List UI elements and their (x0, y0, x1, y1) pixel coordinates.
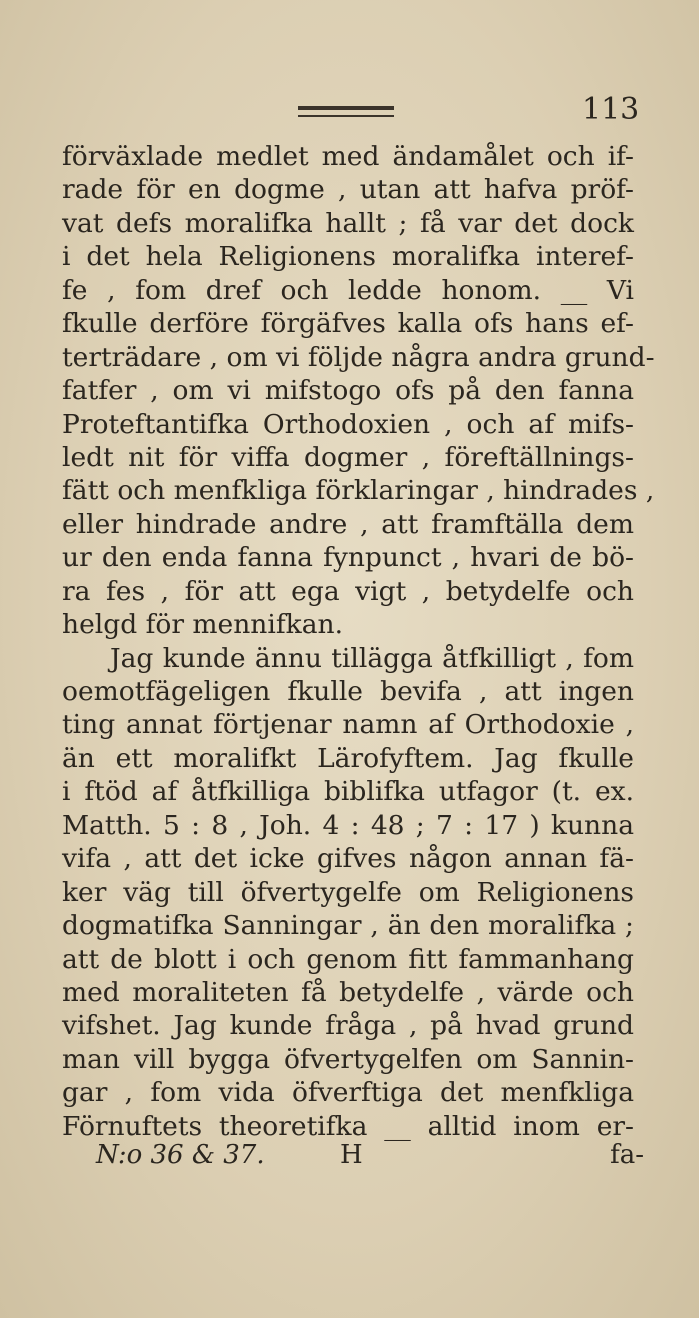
text-line: förväxlade medlet med ändamålet och if- (62, 141, 634, 172)
signature-mark: H (340, 1140, 363, 1170)
page-number: 113 (582, 92, 640, 127)
text-line: terträdare , om vi följde några andra grund- (62, 341, 655, 373)
text-line: vat defs moralifka hallt ; få var det dock (62, 207, 634, 239)
text-line: gar , fom vida öfverftiga det menfkliga (62, 1077, 634, 1109)
text-line: rade för en dogme , utan att hafva pröf- (62, 174, 634, 206)
text-line: i ftöd af åtfkilliga biblifka utfagor (t. ex. (62, 776, 634, 808)
paragraph-start-line: Jag kunde ännu tillägga åtfkilligt , fom (110, 642, 634, 674)
text-line: Proteftantifka Orthodoxien , och af mifs- (62, 408, 634, 440)
header-ornament-rule (298, 106, 394, 120)
text-line: eller hindrade andre , att framftälla dem (62, 508, 634, 540)
text-line: fkulle derföre förgäfves kalla ofs hans ef- (62, 308, 634, 340)
text-line: i det hela Religionens moralifka interef- (62, 241, 634, 273)
text-line: ra fes , för att ega vigt , betydelfe och (62, 575, 634, 607)
text-line: fe , fom dref och ledde honom. __ Vi (62, 274, 634, 306)
page-footer (96, 1140, 644, 1174)
text-line: Matth. 5 : 8 , Joh. 4 : 48 ; 7 : 17 ) kunna (62, 809, 634, 841)
body-text (62, 140, 655, 1143)
text-line: ledt nit för viffa dogmer , föreftällnings- (62, 441, 634, 473)
text-line: Förnuftets theoretifka __ alltid inom er- (62, 1110, 634, 1142)
text-line: fatfer , om vi mifstogo ofs på den fanna (62, 375, 634, 407)
text-line: ur den enda fanna fynpunct , hvari de bö- (62, 542, 634, 574)
text-line: ting annat förtjenar namn af Orthodoxie , (62, 709, 634, 741)
paragraph-end-line: helgd för mennifkan. (62, 609, 344, 641)
catchword: fa- (610, 1140, 644, 1170)
text-line: man vill bygga öfvertygelfen om Sannin- (62, 1043, 634, 1075)
text-line: oemotfägeligen fkulle bevifa , att ingen (62, 676, 634, 707)
text-line: vifa , att det icke gifves någon annan fä- (62, 843, 634, 875)
ornament-thin-bar (298, 115, 394, 117)
text-line: än ett moralifkt Lärofyftem. Jag fkulle (62, 742, 634, 774)
text-line: ker väg till öfvertygelfe om Religionens (62, 876, 634, 908)
text-line: dogmatifka Sanningar , än den moralifka ; (62, 910, 634, 942)
text-line: med moraliteten få betydelfe , värde och (62, 976, 634, 1008)
text-line: att de blott i och genom fitt fammanhang (62, 943, 634, 975)
issue-signature: N:o 36 & 37. (96, 1140, 265, 1170)
ornament-thick-bar (298, 106, 394, 110)
text-line: vifshet. Jag kunde fråga , på hvad grund (62, 1010, 634, 1042)
text-line: fätt och menfkliga förklaringar , hindrades , (62, 475, 655, 507)
